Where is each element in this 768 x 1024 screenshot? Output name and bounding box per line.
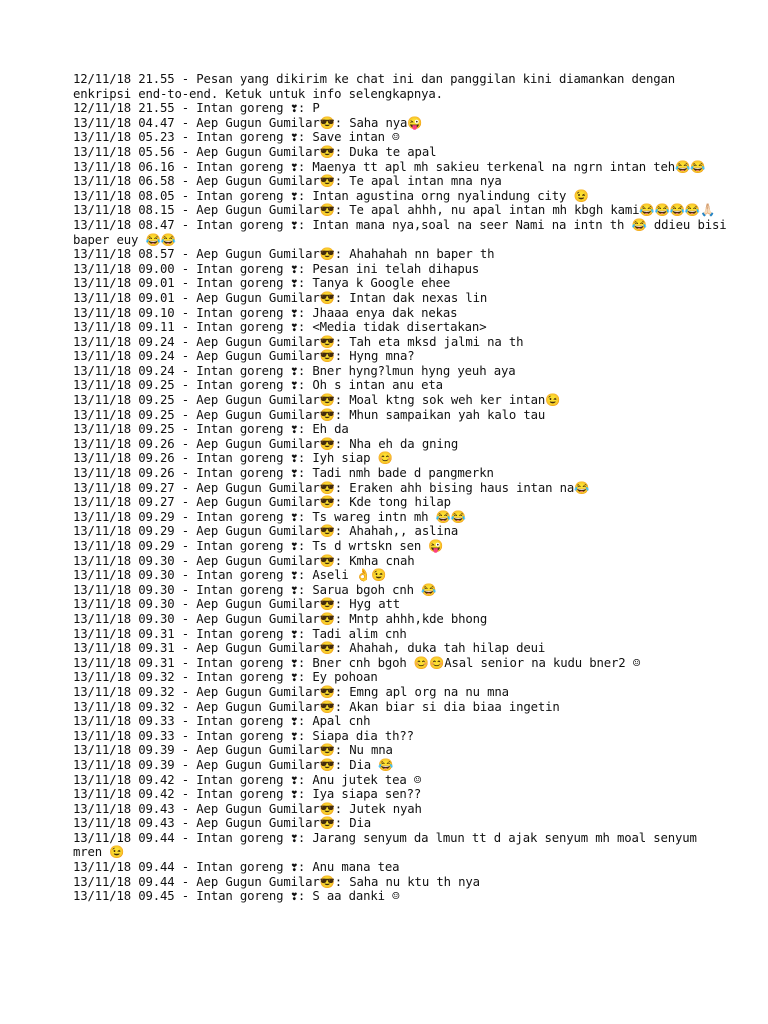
chat-message: 13/11/18 09.01 - Aep Gugun Gumilar😎: Intan dak nexas lin	[73, 290, 488, 305]
chat-message: 13/11/18 09.29 - Intan goreng ❣: Ts wareg intn mh 😂😂	[73, 509, 466, 524]
chat-message: 13/11/18 09.33 - Intan goreng ❣: Siapa dia th??	[73, 728, 414, 743]
chat-message: 13/11/18 09.30 - Intan goreng ❣: Sarua bgoh cnh 😂	[73, 582, 437, 597]
chat-message: 13/11/18 09.24 - Aep Gugun Gumilar😎: Hyng mna?	[73, 349, 415, 364]
chat-message: 13/11/18 09.01 - Intan goreng ❣: Tanya k Google ehee	[73, 276, 451, 291]
chat-message: 13/11/18 08.47 - Intan goreng ❣: Intan mana nya,soal na seer Nami na intn th 😂 ddieu bisi baper euy 😂😂	[73, 217, 734, 247]
chat-message: 13/11/18 09.44 - Aep Gugun Gumilar😎: Saha nu ktu th nya	[73, 874, 480, 889]
chat-message: 13/11/18 09.32 - Intan goreng ❣: Ey pohoan	[73, 670, 378, 685]
chat-message: 13/11/18 06.16 - Intan goreng ❣: Maenya tt apl mh sakieu terkenal na ngrn intan teh😂😂	[73, 159, 706, 174]
chat-message: 13/11/18 08.57 - Aep Gugun Gumilar😎: Ahahahah nn baper th	[73, 247, 495, 262]
chat-message: 13/11/18 09.25 - Aep Gugun Gumilar😎: Moal ktng sok weh ker intan😉	[73, 393, 561, 408]
chat-message: 13/11/18 05.56 - Aep Gugun Gumilar😎: Duka te apal	[73, 144, 437, 159]
chat-message: 13/11/18 09.33 - Intan goreng ❣: Apal cnh	[73, 714, 371, 729]
chat-message: 13/11/18 09.00 - Intan goreng ❣: Pesan ini telah dihapus	[73, 261, 480, 276]
chat-message: 13/11/18 09.26 - Aep Gugun Gumilar😎: Nha eh da gning	[73, 436, 459, 451]
chat-message: 13/11/18 09.31 - Aep Gugun Gumilar😎: Ahahah, duka tah hilap deui	[73, 641, 546, 656]
chat-message: 13/11/18 09.24 - Aep Gugun Gumilar😎: Tah eta mksd jalmi na th	[73, 334, 524, 349]
chat-message: 13/11/18 09.26 - Intan goreng ❣: Iyh siap 😊	[73, 451, 393, 466]
chat-message: 13/11/18 09.25 - Intan goreng ❣: Eh da	[73, 422, 349, 437]
chat-message: 13/11/18 09.43 - Aep Gugun Gumilar😎: Jutek nyah	[73, 801, 422, 816]
chat-message: 13/11/18 09.29 - Intan goreng ❣: Ts d wrtskn sen 😜	[73, 539, 444, 553]
chat-message: 13/11/18 09.30 - Intan goreng ❣: Aseli 👌😉	[73, 568, 387, 583]
chat-message: 13/11/18 09.44 - Intan goreng ❣: Anu mana tea	[73, 860, 400, 875]
chat-message: 13/11/18 09.25 - Aep Gugun Gumilar😎: Mhun sampaikan yah kalo tau	[73, 407, 546, 422]
chat-message: 13/11/18 09.10 - Intan goreng ❣: Jhaaa enya dak nekas	[73, 305, 458, 320]
chat-message: 13/11/18 09.45 - Intan goreng ❣: S aa danki ☺	[73, 889, 400, 904]
chat-message: 13/11/18 05.23 - Intan goreng ❣: Save intan ☺	[73, 130, 400, 145]
chat-message: 13/11/18 09.29 - Aep Gugun Gumilar😎: Ahahah,, aslina	[73, 524, 459, 539]
chat-message: 13/11/18 04.47 - Aep Gugun Gumilar😎: Saha nya😜	[73, 115, 423, 130]
chat-message: 13/11/18 09.26 - Intan goreng ❣: Tadi nmh bade d pangmerkn	[73, 466, 494, 481]
chat-message: 13/11/18 09.30 - Aep Gugun Gumilar😎: Hyg att	[73, 597, 401, 612]
chat-message: 13/11/18 09.11 - Intan goreng ❣: <Media tidak disertakan>	[73, 320, 487, 335]
system-message: 12/11/18 21.55 - Pesan yang dikirim ke chat ini dan panggilan kini diamankan dengan enkripsi end-to-end. Ketuk untuk info selengkapnya.	[73, 72, 683, 101]
chat-export-document	[73, 72, 733, 904]
chat-message: 13/11/18 06.58 - Aep Gugun Gumilar😎: Te apal intan mna nya	[73, 174, 502, 189]
chat-message: 13/11/18 09.44 - Intan goreng ❣: Jarang senyum da lmun tt d ajak senyum mh moal senyum mren 😉	[73, 830, 705, 860]
chat-message: 13/11/18 09.30 - Aep Gugun Gumilar😎: Mntp ahhh,kde bhong	[73, 611, 488, 626]
chat-message: 13/11/18 09.31 - Intan goreng ❣: Bner cnh bgoh 😊😊Asal senior na kudu bner2 ☺	[73, 655, 641, 670]
chat-message: 13/11/18 08.05 - Intan goreng ❣: Intan agustina orng nyalindung city 😉	[73, 188, 589, 203]
chat-message: 13/11/18 09.32 - Aep Gugun Gumilar😎: Akan biar si dia biaa ingetin	[73, 699, 560, 714]
chat-message: 13/11/18 09.27 - Aep Gugun Gumilar😎: Kde tong hilap	[73, 495, 451, 510]
chat-message: 13/11/18 09.25 - Intan goreng ❣: Oh s intan anu eta	[73, 378, 443, 393]
chat-message: 12/11/18 21.55 - Intan goreng ❣: P	[73, 101, 320, 116]
chat-message: 13/11/18 09.27 - Aep Gugun Gumilar😎: Eraken ahh bising haus intan na😂	[73, 480, 590, 495]
chat-message: 13/11/18 09.30 - Aep Gugun Gumilar😎: Kmha cnah	[73, 553, 415, 568]
chat-message: 13/11/18 09.39 - Aep Gugun Gumilar😎: Nu mna	[73, 743, 393, 758]
chat-message: 13/11/18 09.42 - Intan goreng ❣: Iya siapa sen??	[73, 787, 422, 802]
chat-message: 13/11/18 09.39 - Aep Gugun Gumilar😎: Dia 😂	[73, 757, 394, 772]
chat-message: 13/11/18 09.24 - Intan goreng ❣: Bner hyng?lmun hyng yeuh aya	[73, 363, 516, 378]
chat-message: 13/11/18 09.32 - Aep Gugun Gumilar😎: Emng apl org na nu mna	[73, 684, 509, 699]
chat-message: 13/11/18 08.15 - Aep Gugun Gumilar😎: Te apal ahhh, nu apal intan mh kbgh kami😂😂😂😂🙏🏻	[73, 203, 716, 218]
chat-message: 13/11/18 09.43 - Aep Gugun Gumilar😎: Dia	[73, 816, 372, 831]
chat-message: 13/11/18 09.42 - Intan goreng ❣: Anu jutek tea ☺	[73, 772, 422, 787]
chat-message: 13/11/18 09.31 - Intan goreng ❣: Tadi alim cnh	[73, 626, 407, 641]
